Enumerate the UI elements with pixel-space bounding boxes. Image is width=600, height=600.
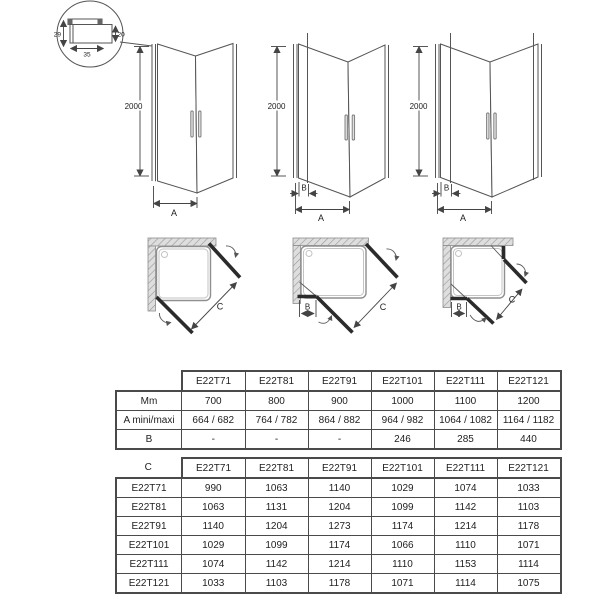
row-label: B bbox=[116, 430, 182, 450]
table-cell: 1140 bbox=[182, 517, 246, 536]
table-cell: 1114 bbox=[497, 555, 561, 574]
open-door-panel bbox=[504, 260, 527, 284]
table-row bbox=[116, 478, 561, 498]
fixed-dim-label: B bbox=[443, 183, 450, 193]
width-dim-label: A bbox=[317, 213, 325, 223]
table-cell: 1074 bbox=[182, 555, 246, 574]
swing-arrow-icon bbox=[159, 313, 170, 323]
open-door-panel bbox=[467, 299, 494, 324]
open-door-panel bbox=[209, 244, 240, 278]
table-cell: 1142 bbox=[245, 555, 308, 574]
table-cell: 800 bbox=[245, 391, 308, 411]
column-header: E22T71 bbox=[182, 458, 246, 478]
c-dimension-table bbox=[115, 457, 562, 594]
column-header: E22T121 bbox=[497, 458, 561, 478]
column-header: E22T111 bbox=[434, 371, 497, 391]
elevation-corner-entry bbox=[124, 44, 237, 219]
door-handle-icon bbox=[352, 115, 354, 140]
table-cell: 1100 bbox=[434, 391, 497, 411]
table-cell: 864 / 882 bbox=[308, 411, 371, 430]
column-header: E22T81 bbox=[245, 458, 308, 478]
door-handle-icon bbox=[345, 115, 347, 140]
table-cell: 1142 bbox=[434, 498, 497, 517]
table-cell: 1063 bbox=[182, 498, 246, 517]
table-corner-cell bbox=[116, 371, 182, 391]
column-header: E22T101 bbox=[371, 458, 434, 478]
table-cell: 1099 bbox=[245, 536, 308, 555]
table-cell: 1140 bbox=[308, 478, 371, 498]
table-cell: 1071 bbox=[497, 536, 561, 555]
wall-hatch bbox=[148, 246, 156, 311]
table-row bbox=[116, 536, 561, 555]
table-header-row bbox=[116, 458, 561, 478]
table-cell: 1029 bbox=[371, 478, 434, 498]
table-row bbox=[116, 574, 561, 594]
swing-arrow-icon bbox=[319, 316, 332, 323]
table-cell: 1204 bbox=[245, 517, 308, 536]
table-cell: 1075 bbox=[497, 574, 561, 594]
table-corner-cell: C bbox=[144, 462, 152, 473]
table-cell: 1029 bbox=[182, 536, 246, 555]
height-dim-label: 2000 bbox=[267, 102, 286, 111]
plan-corner-entry-one-fixed bbox=[293, 238, 398, 333]
height-dim-label: 2000 bbox=[124, 102, 143, 111]
swing-arrow-icon bbox=[387, 249, 397, 260]
table-cell: 1200 bbox=[497, 391, 561, 411]
plan-corner-entry-two-fixed bbox=[443, 238, 527, 324]
column-header: E22T101 bbox=[371, 371, 434, 391]
plan-corner-entry bbox=[148, 238, 240, 333]
profile-detail-inset bbox=[54, 1, 152, 67]
table-cell: 1099 bbox=[371, 498, 434, 517]
width-dim-label: A bbox=[459, 213, 467, 223]
fixed-dim-label: B bbox=[304, 302, 311, 312]
table-cell: 1114 bbox=[434, 574, 497, 594]
table-row bbox=[116, 555, 561, 574]
table-cell: 1214 bbox=[308, 555, 371, 574]
door-panel bbox=[299, 44, 351, 197]
column-header: E22T91 bbox=[308, 371, 371, 391]
column-header: E22T91 bbox=[308, 458, 371, 478]
table-header-row bbox=[116, 371, 561, 391]
shower-tray bbox=[157, 247, 211, 301]
elevation-corner-entry-two-fixed bbox=[409, 33, 542, 223]
row-label: E22T121 bbox=[116, 574, 182, 594]
row-label: E22T111 bbox=[116, 555, 182, 574]
table-cell: 1273 bbox=[308, 517, 371, 536]
swing-arrow-icon bbox=[226, 246, 236, 257]
open-door-panel bbox=[366, 244, 398, 278]
wall-hatch bbox=[443, 238, 513, 246]
table-cell: 440 bbox=[497, 430, 561, 450]
door-handle-icon bbox=[191, 111, 193, 137]
table-cell: 964 / 982 bbox=[371, 411, 434, 430]
column-header: E22T71 bbox=[182, 371, 246, 391]
glass-section bbox=[70, 25, 112, 44]
table-cell: 1103 bbox=[245, 574, 308, 594]
width-dim-label: A bbox=[170, 208, 178, 218]
dim-35-label: 35 bbox=[83, 51, 91, 59]
table-cell: 1178 bbox=[497, 517, 561, 536]
table-cell: 1131 bbox=[245, 498, 308, 517]
size-table bbox=[115, 370, 562, 450]
dim-20-label: 20 bbox=[117, 31, 125, 39]
shower-tray bbox=[301, 246, 366, 298]
wall-profile-section bbox=[68, 19, 102, 25]
table-row bbox=[116, 430, 561, 450]
clearance-dim-label: C bbox=[508, 294, 516, 305]
row-label: E22T81 bbox=[116, 498, 182, 517]
table-row bbox=[116, 391, 561, 411]
wall-hatch bbox=[148, 238, 216, 246]
row-label: E22T91 bbox=[116, 517, 182, 536]
row-label: E22T101 bbox=[116, 536, 182, 555]
table-cell: 1071 bbox=[371, 574, 434, 594]
clearance-dim-label: C bbox=[216, 301, 224, 312]
table-cell: 1214 bbox=[434, 517, 497, 536]
table-cell: 1174 bbox=[371, 517, 434, 536]
table-cell: 764 / 782 bbox=[245, 411, 308, 430]
table-cell: 1204 bbox=[308, 498, 371, 517]
table-cell: - bbox=[182, 430, 246, 450]
table-row bbox=[116, 498, 561, 517]
wall-hatch bbox=[443, 246, 451, 308]
table-row bbox=[116, 411, 561, 430]
table-cell: 1164 / 1182 bbox=[497, 411, 561, 430]
table-cell: 1033 bbox=[497, 478, 561, 498]
table-cell: 900 bbox=[308, 391, 371, 411]
row-label: Mm bbox=[116, 391, 182, 411]
table-cell: 990 bbox=[182, 478, 246, 498]
table-cell: 1066 bbox=[371, 536, 434, 555]
table-cell: - bbox=[245, 430, 308, 450]
table-cell: 1063 bbox=[245, 478, 308, 498]
fixed-dim-label: B bbox=[456, 302, 462, 312]
door-panel bbox=[490, 44, 538, 197]
table-cell: 1174 bbox=[308, 536, 371, 555]
table-cell: 1000 bbox=[371, 391, 434, 411]
table-cell: 1153 bbox=[434, 555, 497, 574]
column-header: E22T81 bbox=[245, 371, 308, 391]
wall-hatch bbox=[293, 238, 369, 246]
clearance-dim-label: C bbox=[379, 302, 387, 312]
table-cell: 1033 bbox=[182, 574, 246, 594]
open-door-panel bbox=[157, 297, 193, 333]
detail-leader-line bbox=[120, 42, 152, 46]
door-handle-icon bbox=[494, 113, 496, 139]
table-cell: 246 bbox=[371, 430, 434, 450]
shower-tray bbox=[451, 246, 505, 298]
table-row bbox=[116, 517, 561, 536]
table-cell: 1178 bbox=[308, 574, 371, 594]
door-panel bbox=[441, 44, 493, 197]
dim-29-label: 29 bbox=[53, 31, 61, 39]
fixed-dim-label: B bbox=[301, 183, 307, 193]
elevation-corner-entry-one-fixed bbox=[267, 33, 389, 223]
table-cell: 285 bbox=[434, 430, 497, 450]
column-header: E22T121 bbox=[497, 371, 561, 391]
table-cell: 1074 bbox=[434, 478, 497, 498]
open-door-panel bbox=[317, 297, 353, 333]
row-label: E22T71 bbox=[116, 478, 182, 498]
row-label: A mini/maxi bbox=[116, 411, 182, 430]
table-cell: 700 bbox=[182, 391, 246, 411]
table-cell: 664 / 682 bbox=[182, 411, 246, 430]
height-dim-label: 2000 bbox=[409, 102, 428, 111]
table-cell: 1103 bbox=[497, 498, 561, 517]
table-cell: - bbox=[308, 430, 371, 450]
table-cell: 1110 bbox=[434, 536, 497, 555]
door-handle-icon bbox=[199, 111, 201, 137]
table-cell: 1064 / 1082 bbox=[434, 411, 497, 430]
door-handle-icon bbox=[487, 113, 489, 139]
column-header: E22T111 bbox=[434, 458, 497, 478]
table-cell: 1110 bbox=[371, 555, 434, 574]
